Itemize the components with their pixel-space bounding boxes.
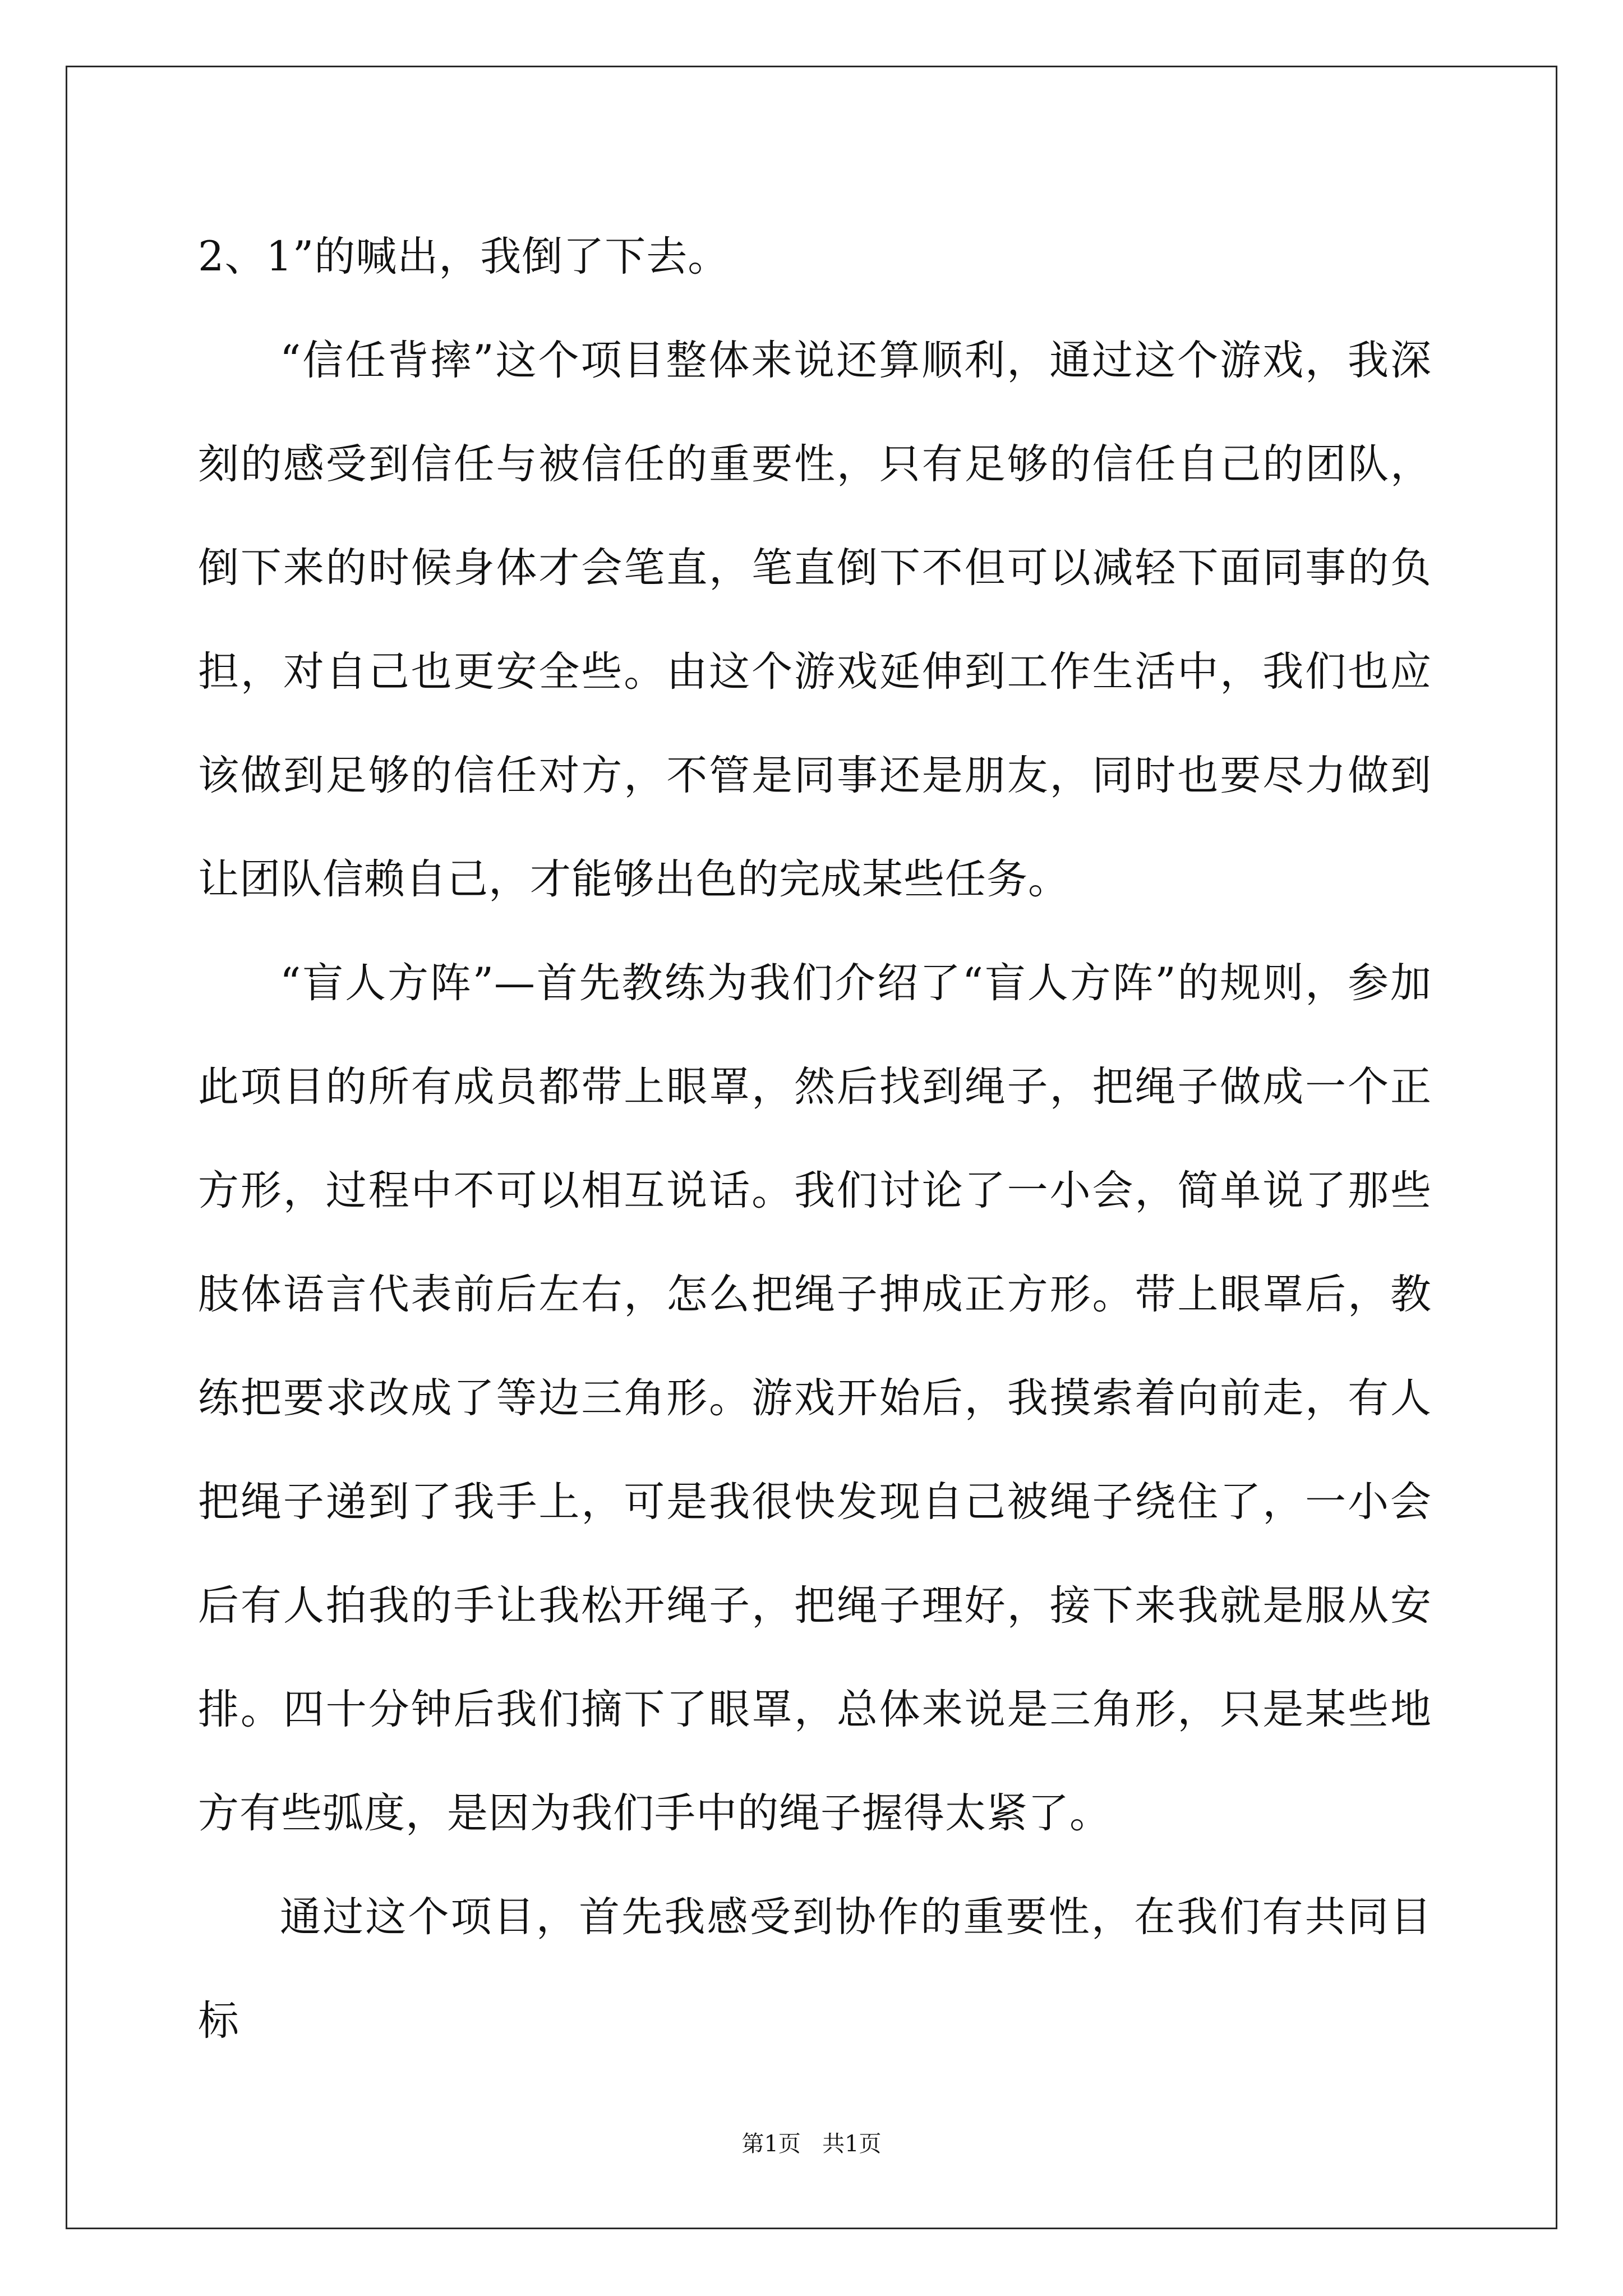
page-total: 共1页 [822, 2131, 882, 2157]
page-number: 第1页 [741, 2131, 801, 2157]
paragraph-4: 通过这个项目，首先我感受到协作的重要性，在我们有共同目标 [198, 1893, 1432, 2045]
paragraph-1: 2、1”的喊出，我倒了下去。 [198, 233, 730, 280]
footer-spacer [801, 2131, 822, 2157]
page-footer [0, 2126, 1623, 2158]
paragraph-2: “信任背摔”这个项目整体来说还算顺利，通过这个游戏，我深刻的感受到信任与被信任的重要性，只有足够的信任自己的团队，倒下来的时候身体才会笔直，笔直倒下不但可以减轻下面同事的负担，对自己也更安全些。由这个游戏延伸到工作生活中，我们也应该做到足够的信任对方，不管是同事还是朋友，同时也要尽力做到让团队信赖自己，才能够出色的完成某些任务。 [198, 337, 1432, 903]
document-body [198, 205, 1432, 2073]
paragraph-3: “盲人方阵”—首先教练为我们介绍了“盲人方阵”的规则，参加此项目的所有成员都带上眼罩，然后找到绳子，把绳子做成一个正方形，过程中不可以相互说话。我们讨论了一小会，简单说了那些肢体语言代表前后左右，怎么把绳子抻成正方形。带上眼罩后，教练把要求改成了等边三角形。游戏开始后，我摸索着向前走，有人把绳子递到了我手上，可是我很快发现自己被绳子绕住了，一小会后有人拍我的手让我松开绳子，把绳子理好，接下来我就是服从安排。四十分钟后我们摘下了眼罩，总体来说是三角形，只是某些地方有些弧度，是因为我们手中的绳子握得太紧了。 [198, 959, 1432, 1837]
